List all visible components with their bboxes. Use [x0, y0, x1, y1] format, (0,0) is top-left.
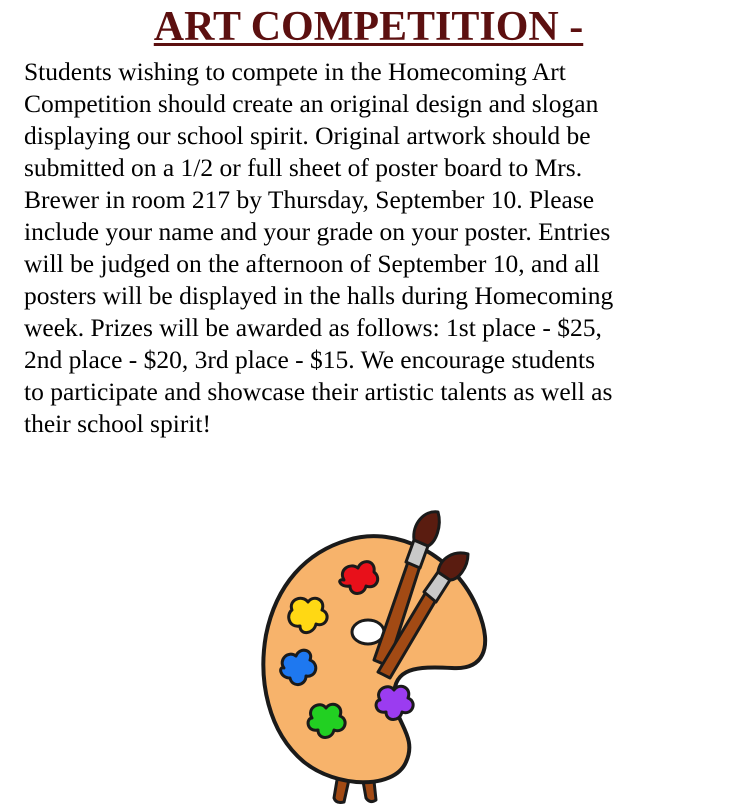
palette-thumb-hole	[352, 620, 384, 644]
body-line: displaying our school spirit. Original artwork should be	[24, 121, 591, 150]
body-line: Competition should create an original design and slogan	[24, 89, 599, 118]
body-line: to participate and showcase their artistic talents as well as	[24, 377, 613, 406]
body-line: include your name and your grade on your poster. Entries	[24, 217, 611, 246]
body-line: Brewer in room 217 by Thursday, September 10. Please	[24, 185, 595, 214]
body-line: will be judged on the afternoon of September 10, and all	[24, 249, 600, 278]
body-line: submitted on a 1/2 or full sheet of poster board to Mrs.	[24, 153, 583, 182]
body-line: week. Prizes will be awarded as follows: 1st place - $25,	[24, 313, 602, 342]
body-line: posters will be displayed in the halls during Homecoming	[24, 281, 614, 310]
announcement-body	[24, 56, 724, 440]
paint-palette-with-brushes-icon	[256, 500, 496, 805]
body-line: their school spirit!	[24, 409, 211, 438]
body-line: 2nd place - $20, 3rd place - $15. We encourage students	[24, 345, 596, 374]
body-line: Students wishing to compete in the Homecoming Art	[24, 57, 566, 86]
page-title: ART COMPETITION -	[153, 4, 584, 50]
